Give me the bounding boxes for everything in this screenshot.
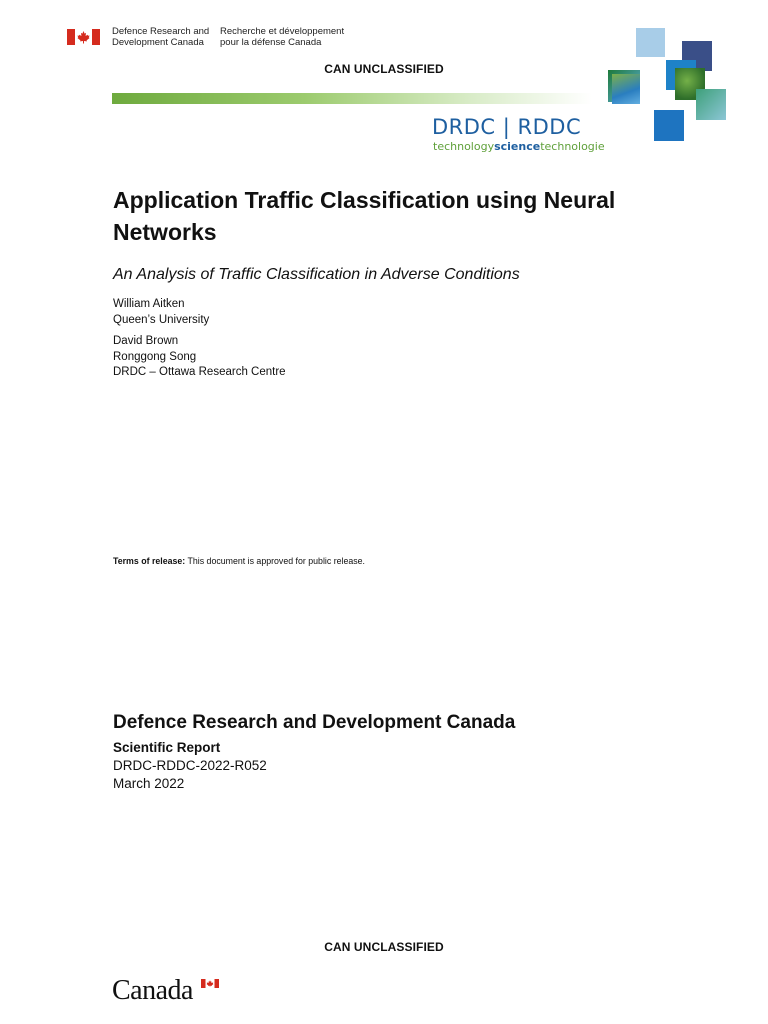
classification-bottom: CAN UNCLASSIFIED: [324, 940, 444, 954]
author-affiliation: Queen’s University: [113, 313, 210, 326]
release-text: This document is approved for public release.: [185, 556, 365, 566]
report-number: DRDC-RDDC-2022-R052: [113, 758, 267, 773]
report-type: Scientific Report: [113, 740, 221, 755]
canada-flag-icon: [67, 29, 100, 45]
mosaic-square: [612, 74, 640, 104]
mosaic-square: [696, 89, 726, 120]
author-affiliation: DRDC – Ottawa Research Centre: [113, 366, 286, 378]
org-name-french: [220, 26, 344, 48]
org-name-english: [112, 26, 209, 48]
org-name-french-line1: Recherche et développement: [220, 26, 345, 37]
org-name-english-line2: Development Canada: [112, 37, 204, 48]
drdc-tagline: [433, 140, 605, 153]
drdc-logo: DRDC | RDDC: [432, 115, 582, 139]
author-name: Ronggong Song: [113, 350, 197, 363]
document-title: Application Traffic Classification using Neural Networks: [113, 187, 616, 245]
publisher-name: Defence Research and Development Canada: [113, 712, 516, 733]
terms-of-release: [113, 556, 365, 566]
report-date: March 2022: [113, 776, 185, 791]
mosaic-square: [654, 110, 684, 141]
author-name: William Aitken: [113, 298, 185, 310]
header-gradient-bar: [112, 93, 592, 104]
author-block: [113, 297, 209, 328]
canada-wordmark: Canada: [112, 975, 193, 1006]
decorative-mosaic: [600, 26, 730, 144]
author-name: David Brown: [113, 335, 179, 347]
author-block: [113, 334, 286, 381]
wordmark-flag-icon: [201, 979, 219, 988]
document-subtitle: An Analysis of Traffic Classification in Adverse Conditions: [113, 266, 520, 283]
org-name-english-line1: Defence Research and: [112, 26, 210, 37]
tagline-technologie: technologie: [540, 140, 605, 153]
tagline-science: science: [494, 140, 541, 153]
release-label: Terms of release:: [113, 556, 186, 566]
org-name-french-line2: pour la défense Canada: [220, 37, 322, 48]
mosaic-square: [636, 28, 665, 57]
tagline-technology: technology: [433, 140, 495, 153]
classification-top: CAN UNCLASSIFIED: [324, 62, 444, 76]
